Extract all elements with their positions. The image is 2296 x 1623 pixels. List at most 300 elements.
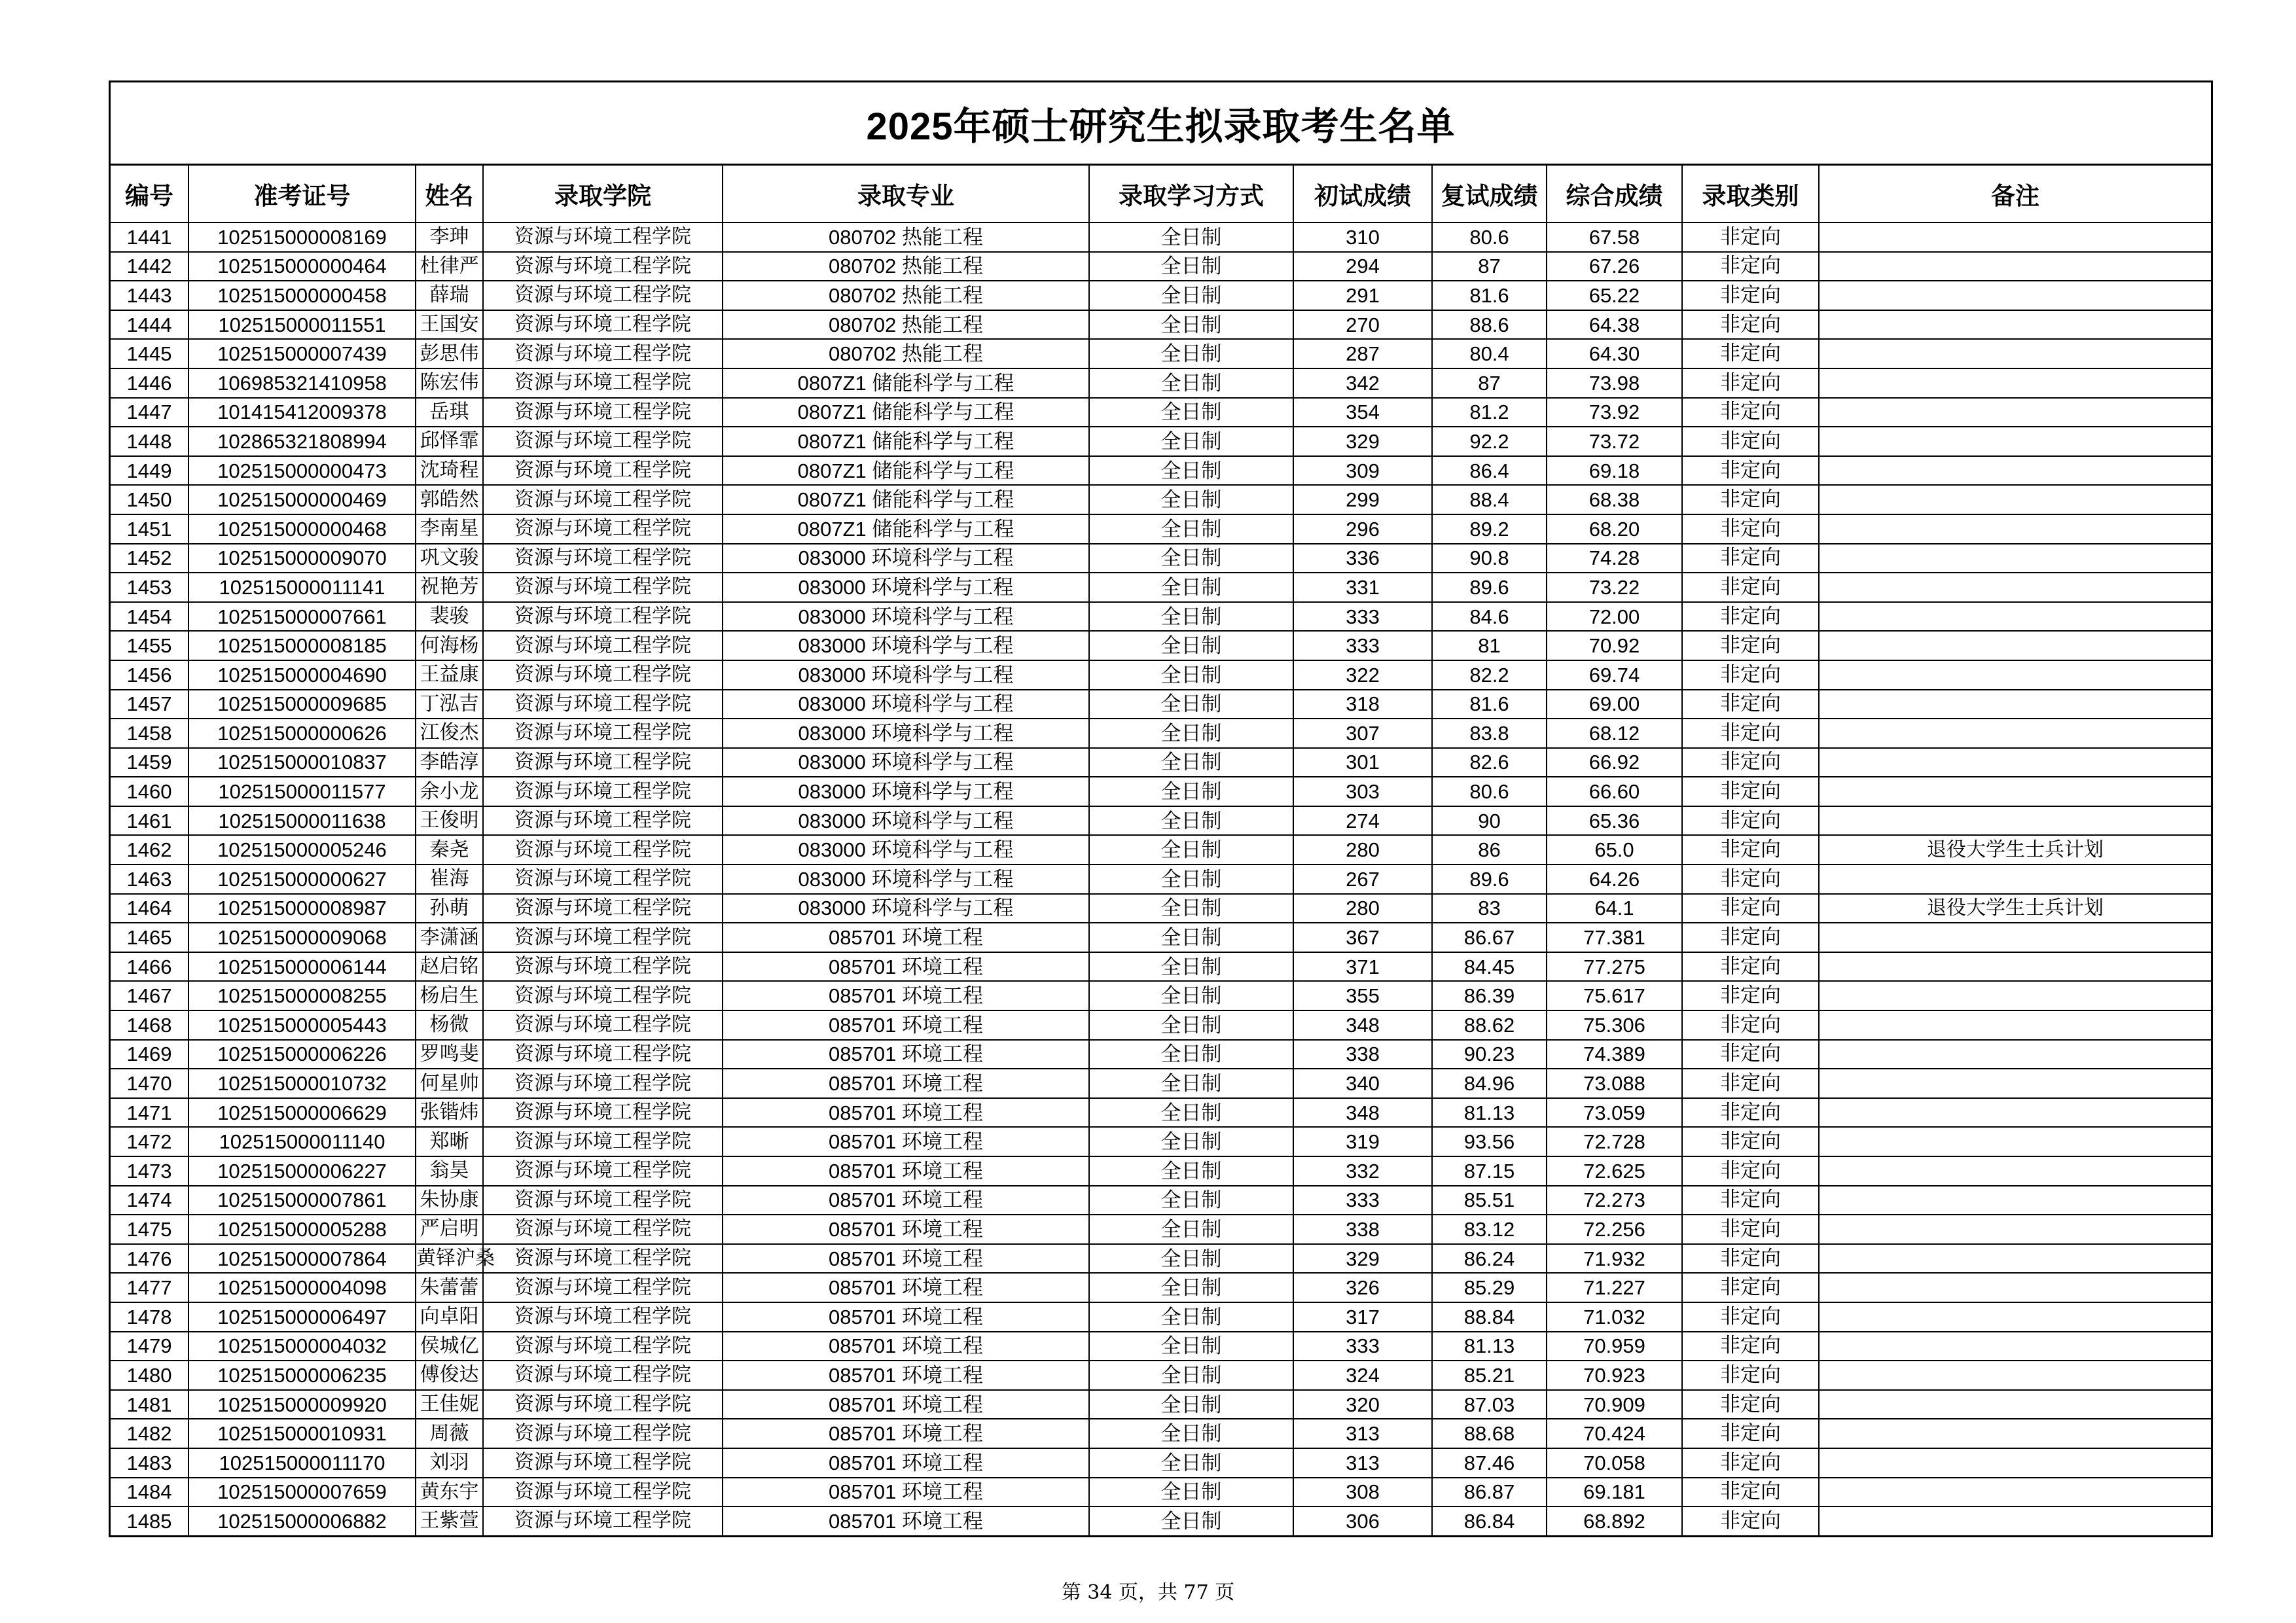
table-row <box>111 923 2211 952</box>
col-header-category: 录取类别 <box>1682 166 1819 223</box>
cell-category: 非定向 <box>1682 894 1819 923</box>
cell-initial-score: 324 <box>1293 1361 1432 1390</box>
cell-total-score: 70.424 <box>1547 1419 1682 1448</box>
cell-exam-id: 102515000007439 <box>188 339 416 368</box>
cell-remark <box>1819 660 2211 690</box>
cell-major: 080702 热能工程 <box>723 252 1089 281</box>
cell-initial-score: 313 <box>1293 1419 1432 1448</box>
cell-initial-score: 303 <box>1293 777 1432 806</box>
cell-exam-id: 102515000009920 <box>188 1390 416 1419</box>
cell-school: 资源与环境工程学院 <box>483 310 723 340</box>
cell-remark <box>1819 1361 2211 1390</box>
table-row <box>111 310 2211 340</box>
cell-remark <box>1819 1244 2211 1274</box>
cell-remark: 退役大学生士兵计划 <box>1819 894 2211 923</box>
cell-retest-score: 88.84 <box>1432 1302 1547 1332</box>
cell-number: 1462 <box>111 835 188 865</box>
cell-total-score: 64.30 <box>1547 339 1682 368</box>
cell-major: 085701 环境工程 <box>723 1302 1089 1332</box>
cell-initial-score: 348 <box>1293 1010 1432 1040</box>
table-row <box>111 1507 2211 1535</box>
cell-initial-score: 301 <box>1293 748 1432 777</box>
cell-category: 非定向 <box>1682 1478 1819 1507</box>
cell-total-score: 65.22 <box>1547 281 1682 310</box>
cell-category: 非定向 <box>1682 952 1819 982</box>
cell-school: 资源与环境工程学院 <box>483 602 723 632</box>
cell-total-score: 69.18 <box>1547 456 1682 486</box>
cell-category: 非定向 <box>1682 777 1819 806</box>
cell-number: 1456 <box>111 660 188 690</box>
cell-school: 资源与环境工程学院 <box>483 398 723 427</box>
cell-remark <box>1819 1478 2211 1507</box>
cell-exam-id: 102515000009068 <box>188 923 416 952</box>
cell-exam-id: 102515000006144 <box>188 952 416 982</box>
cell-name: 王俊明 <box>416 806 483 836</box>
cell-total-score: 73.088 <box>1547 1069 1682 1098</box>
table-row <box>111 1478 2211 1507</box>
cell-study-mode: 全日制 <box>1089 690 1293 719</box>
cell-initial-score: 348 <box>1293 1098 1432 1128</box>
cell-study-mode: 全日制 <box>1089 806 1293 836</box>
cell-exam-id: 102515000011638 <box>188 806 416 836</box>
cell-category: 非定向 <box>1682 602 1819 632</box>
cell-category: 非定向 <box>1682 1127 1819 1156</box>
cell-retest-score: 90.23 <box>1432 1040 1547 1069</box>
cell-remark <box>1819 1215 2211 1244</box>
cell-study-mode: 全日制 <box>1089 1098 1293 1128</box>
table-row <box>111 1390 2211 1419</box>
cell-school: 资源与环境工程学院 <box>483 456 723 486</box>
cell-remark <box>1819 1010 2211 1040</box>
cell-retest-score: 87.15 <box>1432 1156 1547 1186</box>
cell-school: 资源与环境工程学院 <box>483 1273 723 1302</box>
cell-study-mode: 全日制 <box>1089 1361 1293 1390</box>
cell-number: 1471 <box>111 1098 188 1128</box>
cell-retest-score: 87 <box>1432 252 1547 281</box>
cell-name: 周薇 <box>416 1419 483 1448</box>
table-row <box>111 1244 2211 1274</box>
cell-exam-id: 102515000010732 <box>188 1069 416 1098</box>
cell-number: 1455 <box>111 631 188 660</box>
table-row <box>111 1332 2211 1361</box>
cell-major: 085701 环境工程 <box>723 1478 1089 1507</box>
cell-school: 资源与环境工程学院 <box>483 719 723 748</box>
cell-name: 朱协康 <box>416 1186 483 1215</box>
cell-category: 非定向 <box>1682 923 1819 952</box>
cell-school: 资源与环境工程学院 <box>483 865 723 894</box>
cell-school: 资源与环境工程学院 <box>483 631 723 660</box>
cell-total-score: 75.306 <box>1547 1010 1682 1040</box>
cell-category: 非定向 <box>1682 865 1819 894</box>
cell-initial-score: 267 <box>1293 865 1432 894</box>
cell-remark <box>1819 1156 2211 1186</box>
cell-total-score: 67.58 <box>1547 223 1682 252</box>
footer-total-pages: 77 <box>1183 1581 1209 1604</box>
cell-category: 非定向 <box>1682 398 1819 427</box>
cell-retest-score: 80.4 <box>1432 339 1547 368</box>
cell-remark <box>1819 1332 2211 1361</box>
cell-exam-id: 102515000011551 <box>188 310 416 340</box>
cell-study-mode: 全日制 <box>1089 1186 1293 1215</box>
cell-school: 资源与环境工程学院 <box>483 427 723 456</box>
cell-category: 非定向 <box>1682 1419 1819 1448</box>
table-row <box>111 690 2211 719</box>
cell-category: 非定向 <box>1682 1098 1819 1128</box>
cell-initial-score: 310 <box>1293 223 1432 252</box>
cell-number: 1472 <box>111 1127 188 1156</box>
cell-name: 侯城亿 <box>416 1332 483 1361</box>
cell-school: 资源与环境工程学院 <box>483 1010 723 1040</box>
cell-initial-score: 299 <box>1293 485 1432 514</box>
cell-exam-id: 102515000006882 <box>188 1507 416 1535</box>
cell-number: 1463 <box>111 865 188 894</box>
cell-school: 资源与环境工程学院 <box>483 1332 723 1361</box>
cell-initial-score: 340 <box>1293 1069 1432 1098</box>
header-row <box>111 166 2211 223</box>
cell-category: 非定向 <box>1682 835 1819 865</box>
cell-remark <box>1819 339 2211 368</box>
cell-remark <box>1819 544 2211 573</box>
cell-category: 非定向 <box>1682 1448 1819 1478</box>
cell-total-score: 71.932 <box>1547 1244 1682 1274</box>
cell-name: 向卓阳 <box>416 1302 483 1332</box>
cell-study-mode: 全日制 <box>1089 777 1293 806</box>
cell-name: 翁昊 <box>416 1156 483 1186</box>
cell-number: 1441 <box>111 223 188 252</box>
col-header-exam-id: 准考证号 <box>188 166 416 223</box>
cell-school: 资源与环境工程学院 <box>483 1507 723 1535</box>
cell-name: 裴骏 <box>416 602 483 632</box>
cell-name: 李潇涵 <box>416 923 483 952</box>
cell-initial-score: 313 <box>1293 1448 1432 1478</box>
cell-exam-id: 102515000011170 <box>188 1448 416 1478</box>
cell-school: 资源与环境工程学院 <box>483 894 723 923</box>
cell-remark <box>1819 1273 2211 1302</box>
cell-study-mode: 全日制 <box>1089 981 1293 1010</box>
cell-retest-score: 90.8 <box>1432 544 1547 573</box>
cell-category: 非定向 <box>1682 223 1819 252</box>
cell-total-score: 71.032 <box>1547 1302 1682 1332</box>
col-header-initial-score: 初试成绩 <box>1293 166 1432 223</box>
cell-initial-score: 338 <box>1293 1215 1432 1244</box>
cell-name: 王益康 <box>416 660 483 690</box>
cell-school: 资源与环境工程学院 <box>483 223 723 252</box>
cell-total-score: 77.381 <box>1547 923 1682 952</box>
cell-retest-score: 82.2 <box>1432 660 1547 690</box>
cell-category: 非定向 <box>1682 544 1819 573</box>
cell-category: 非定向 <box>1682 981 1819 1010</box>
cell-remark <box>1819 1186 2211 1215</box>
cell-number: 1484 <box>111 1478 188 1507</box>
cell-major: 083000 环境科学与工程 <box>723 777 1089 806</box>
cell-initial-score: 333 <box>1293 602 1432 632</box>
cell-total-score: 71.227 <box>1547 1273 1682 1302</box>
cell-retest-score: 87 <box>1432 368 1547 398</box>
cell-study-mode: 全日制 <box>1089 544 1293 573</box>
cell-total-score: 74.28 <box>1547 544 1682 573</box>
cell-remark <box>1819 1098 2211 1128</box>
cell-number: 1468 <box>111 1010 188 1040</box>
cell-exam-id: 102515000008185 <box>188 631 416 660</box>
cell-initial-score: 280 <box>1293 894 1432 923</box>
cell-total-score: 69.181 <box>1547 1478 1682 1507</box>
cell-remark <box>1819 602 2211 632</box>
cell-major: 083000 环境科学与工程 <box>723 660 1089 690</box>
cell-initial-score: 320 <box>1293 1390 1432 1419</box>
cell-remark <box>1819 1040 2211 1069</box>
cell-retest-score: 85.21 <box>1432 1361 1547 1390</box>
cell-total-score: 69.74 <box>1547 660 1682 690</box>
cell-number: 1478 <box>111 1302 188 1332</box>
cell-study-mode: 全日制 <box>1089 660 1293 690</box>
cell-total-score: 65.36 <box>1547 806 1682 836</box>
cell-number: 1454 <box>111 602 188 632</box>
cell-study-mode: 全日制 <box>1089 1419 1293 1448</box>
cell-category: 非定向 <box>1682 1010 1819 1040</box>
cell-retest-score: 81 <box>1432 631 1547 660</box>
cell-category: 非定向 <box>1682 690 1819 719</box>
cell-major: 0807Z1 储能科学与工程 <box>723 456 1089 486</box>
cell-name: 王佳妮 <box>416 1390 483 1419</box>
cell-remark <box>1819 1390 2211 1419</box>
cell-remark <box>1819 777 2211 806</box>
cell-major: 083000 环境科学与工程 <box>723 865 1089 894</box>
cell-retest-score: 83.8 <box>1432 719 1547 748</box>
cell-retest-score: 89.6 <box>1432 865 1547 894</box>
cell-school: 资源与环境工程学院 <box>483 1361 723 1390</box>
cell-exam-id: 102515000005288 <box>188 1215 416 1244</box>
cell-major: 080702 热能工程 <box>723 339 1089 368</box>
cell-exam-id: 101415412009378 <box>188 398 416 427</box>
cell-remark <box>1819 1127 2211 1156</box>
cell-exam-id: 102515000009685 <box>188 690 416 719</box>
cell-remark <box>1819 514 2211 544</box>
cell-study-mode: 全日制 <box>1089 573 1293 602</box>
cell-total-score: 73.22 <box>1547 573 1682 602</box>
cell-exam-id: 102515000009070 <box>188 544 416 573</box>
cell-number: 1446 <box>111 368 188 398</box>
cell-name: 祝艳芳 <box>416 573 483 602</box>
cell-school: 资源与环境工程学院 <box>483 252 723 281</box>
cell-retest-score: 84.96 <box>1432 1069 1547 1098</box>
cell-total-score: 69.00 <box>1547 690 1682 719</box>
cell-remark <box>1819 456 2211 486</box>
cell-number: 1445 <box>111 339 188 368</box>
cell-total-score: 68.20 <box>1547 514 1682 544</box>
cell-major: 080702 热能工程 <box>723 310 1089 340</box>
cell-category: 非定向 <box>1682 252 1819 281</box>
cell-category: 非定向 <box>1682 1186 1819 1215</box>
cell-category: 非定向 <box>1682 1069 1819 1098</box>
cell-initial-score: 318 <box>1293 690 1432 719</box>
cell-retest-score: 93.56 <box>1432 1127 1547 1156</box>
table-row <box>111 281 2211 310</box>
cell-exam-id: 102515000000468 <box>188 514 416 544</box>
cell-initial-score: 354 <box>1293 398 1432 427</box>
cell-number: 1467 <box>111 981 188 1010</box>
cell-major: 085701 环境工程 <box>723 1186 1089 1215</box>
cell-category: 非定向 <box>1682 1040 1819 1069</box>
cell-category: 非定向 <box>1682 514 1819 544</box>
cell-number: 1447 <box>111 398 188 427</box>
cell-major: 085701 环境工程 <box>723 952 1089 982</box>
cell-school: 资源与环境工程学院 <box>483 339 723 368</box>
cell-name: 薛瑞 <box>416 281 483 310</box>
cell-total-score: 70.959 <box>1547 1332 1682 1361</box>
cell-initial-score: 326 <box>1293 1273 1432 1302</box>
cell-school: 资源与环境工程学院 <box>483 748 723 777</box>
page-footer <box>0 1576 2296 1605</box>
cell-number: 1442 <box>111 252 188 281</box>
cell-number: 1461 <box>111 806 188 836</box>
cell-name: 余小龙 <box>416 777 483 806</box>
table-row <box>111 1069 2211 1098</box>
cell-major: 083000 环境科学与工程 <box>723 544 1089 573</box>
table-row <box>111 368 2211 398</box>
cell-study-mode: 全日制 <box>1089 281 1293 310</box>
cell-retest-score: 82.6 <box>1432 748 1547 777</box>
footer-prefix: 第 <box>1061 1581 1088 1604</box>
cell-number: 1452 <box>111 544 188 573</box>
cell-number: 1476 <box>111 1244 188 1274</box>
cell-school: 资源与环境工程学院 <box>483 514 723 544</box>
cell-name: 李珅 <box>416 223 483 252</box>
table-row <box>111 1010 2211 1040</box>
cell-retest-score: 86 <box>1432 835 1547 865</box>
cell-total-score: 73.059 <box>1547 1098 1682 1128</box>
cell-category: 非定向 <box>1682 1361 1819 1390</box>
table-row <box>111 719 2211 748</box>
cell-major: 085701 环境工程 <box>723 1010 1089 1040</box>
cell-exam-id: 102515000005246 <box>188 835 416 865</box>
cell-retest-score: 83.12 <box>1432 1215 1547 1244</box>
table-row <box>111 514 2211 544</box>
cell-category: 非定向 <box>1682 339 1819 368</box>
cell-major: 083000 环境科学与工程 <box>723 573 1089 602</box>
cell-major: 085701 环境工程 <box>723 1040 1089 1069</box>
cell-retest-score: 85.51 <box>1432 1186 1547 1215</box>
cell-name: 何海杨 <box>416 631 483 660</box>
admission-sheet <box>109 80 2213 1537</box>
cell-name: 罗鸣斐 <box>416 1040 483 1069</box>
cell-category: 非定向 <box>1682 748 1819 777</box>
cell-initial-score: 319 <box>1293 1127 1432 1156</box>
table-row <box>111 660 2211 690</box>
cell-remark <box>1819 485 2211 514</box>
cell-total-score: 73.98 <box>1547 368 1682 398</box>
cell-study-mode: 全日制 <box>1089 514 1293 544</box>
cell-number: 1470 <box>111 1069 188 1098</box>
cell-name: 何星帅 <box>416 1069 483 1098</box>
cell-exam-id: 102515000010837 <box>188 748 416 777</box>
col-header-name: 姓名 <box>416 166 483 223</box>
cell-initial-score: 338 <box>1293 1040 1432 1069</box>
cell-retest-score: 87.03 <box>1432 1390 1547 1419</box>
cell-number: 1457 <box>111 690 188 719</box>
cell-category: 非定向 <box>1682 1302 1819 1332</box>
cell-major: 083000 环境科学与工程 <box>723 631 1089 660</box>
cell-major: 083000 环境科学与工程 <box>723 748 1089 777</box>
table-row <box>111 573 2211 602</box>
cell-name: 郭皓然 <box>416 485 483 514</box>
cell-number: 1474 <box>111 1186 188 1215</box>
cell-remark <box>1819 631 2211 660</box>
cell-exam-id: 102515000011140 <box>188 1127 416 1156</box>
cell-school: 资源与环境工程学院 <box>483 1478 723 1507</box>
table-row <box>111 339 2211 368</box>
cell-exam-id: 102515000000458 <box>188 281 416 310</box>
cell-school: 资源与环境工程学院 <box>483 368 723 398</box>
col-header-school: 录取学院 <box>483 166 723 223</box>
cell-total-score: 72.728 <box>1547 1127 1682 1156</box>
cell-initial-score: 333 <box>1293 631 1432 660</box>
cell-exam-id: 102515000007661 <box>188 602 416 632</box>
cell-initial-score: 317 <box>1293 1302 1432 1332</box>
cell-school: 资源与环境工程学院 <box>483 1302 723 1332</box>
cell-school: 资源与环境工程学院 <box>483 952 723 982</box>
cell-study-mode: 全日制 <box>1089 223 1293 252</box>
cell-name: 李南星 <box>416 514 483 544</box>
cell-study-mode: 全日制 <box>1089 339 1293 368</box>
cell-school: 资源与环境工程学院 <box>483 1156 723 1186</box>
table-row <box>111 544 2211 573</box>
cell-major: 085701 环境工程 <box>723 1390 1089 1419</box>
cell-name: 陈宏伟 <box>416 368 483 398</box>
col-header-major: 录取专业 <box>723 166 1089 223</box>
cell-school: 资源与环境工程学院 <box>483 1244 723 1274</box>
table-row <box>111 398 2211 427</box>
cell-retest-score: 86.84 <box>1432 1507 1547 1535</box>
cell-category: 非定向 <box>1682 719 1819 748</box>
cell-total-score: 73.72 <box>1547 427 1682 456</box>
cell-exam-id: 102515000007659 <box>188 1478 416 1507</box>
cell-major: 0807Z1 储能科学与工程 <box>723 427 1089 456</box>
cell-remark <box>1819 427 2211 456</box>
table-row <box>111 1186 2211 1215</box>
cell-remark <box>1819 923 2211 952</box>
cell-total-score: 68.12 <box>1547 719 1682 748</box>
cell-category: 非定向 <box>1682 806 1819 836</box>
cell-total-score: 72.273 <box>1547 1186 1682 1215</box>
cell-retest-score: 81.6 <box>1432 690 1547 719</box>
cell-retest-score: 84.45 <box>1432 952 1547 982</box>
cell-name: 江俊杰 <box>416 719 483 748</box>
cell-school: 资源与环境工程学院 <box>483 777 723 806</box>
cell-exam-id: 102515000011141 <box>188 573 416 602</box>
cell-number: 1443 <box>111 281 188 310</box>
cell-total-score: 72.00 <box>1547 602 1682 632</box>
table-row <box>111 952 2211 982</box>
cell-number: 1449 <box>111 456 188 486</box>
table-row <box>111 748 2211 777</box>
cell-remark <box>1819 281 2211 310</box>
cell-name: 刘羽 <box>416 1448 483 1478</box>
cell-remark <box>1819 806 2211 836</box>
col-header-study-mode: 录取学习方式 <box>1089 166 1293 223</box>
cell-school: 资源与环境工程学院 <box>483 1040 723 1069</box>
cell-remark <box>1819 1448 2211 1478</box>
cell-initial-score: 306 <box>1293 1507 1432 1535</box>
table-row <box>111 1040 2211 1069</box>
cell-exam-id: 102515000004690 <box>188 660 416 690</box>
cell-category: 非定向 <box>1682 310 1819 340</box>
table-row <box>111 865 2211 894</box>
cell-school: 资源与环境工程学院 <box>483 1419 723 1448</box>
cell-name: 杨启生 <box>416 981 483 1010</box>
table-row <box>111 631 2211 660</box>
cell-remark <box>1819 1507 2211 1535</box>
cell-initial-score: 329 <box>1293 1244 1432 1274</box>
